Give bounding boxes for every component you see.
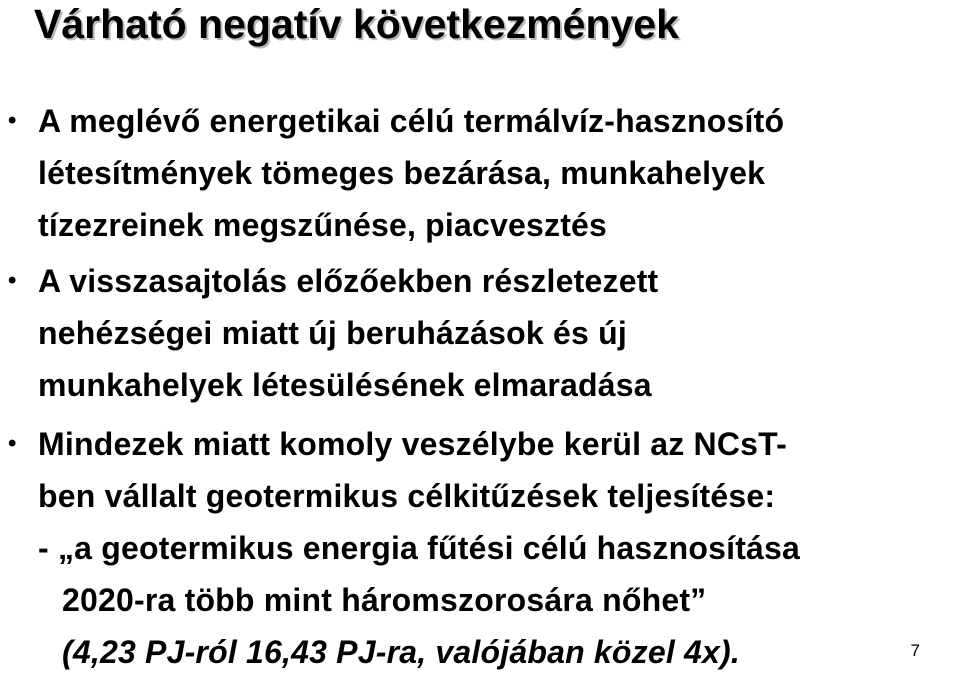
bullet-line: - „a geotermikus energia fűtési célú hasznosítása	[38, 530, 801, 566]
bullet-line: A meglévő energetikai célú termálvíz-hasznosító	[38, 103, 785, 139]
bullet-line: (4,23 PJ-ról 16,43 PJ-ra, valójában közel 4x).	[62, 634, 740, 670]
bullet-line: munkahelyek létesülésének elmaradása	[38, 367, 652, 403]
bullet-dot-icon: •	[8, 430, 17, 457]
bullet-line: ben vállalt geotermikus célkitűzések teljesítése:	[38, 478, 776, 514]
bullet-line: 2020-ra több mint háromszorosára nőhet”	[62, 582, 707, 618]
bullet-line: tízezreinek megszűnése, piacvesztés	[38, 207, 608, 243]
bullet-dot-icon: •	[8, 267, 17, 294]
bullet-line: létesítmények tömeges bezárása, munkahelyek	[38, 155, 766, 191]
bullet-item-closures	[0, 95, 960, 251]
slide-title: Várható negatív következmények	[34, 1, 679, 47]
bullet-line: Mindezek miatt komoly veszélybe kerül az NCsT-	[38, 426, 788, 462]
bullet-line: nehézségei miatt új beruházások és új	[38, 315, 627, 351]
bullet-line: A visszasajtolás előzőekben részletezett	[38, 263, 659, 299]
page-number: 7	[910, 641, 920, 660]
bullet-dot-icon: •	[8, 107, 17, 134]
bullet-item-ncst-goals	[0, 418, 960, 678]
bullet-item-reinjection	[0, 255, 960, 411]
